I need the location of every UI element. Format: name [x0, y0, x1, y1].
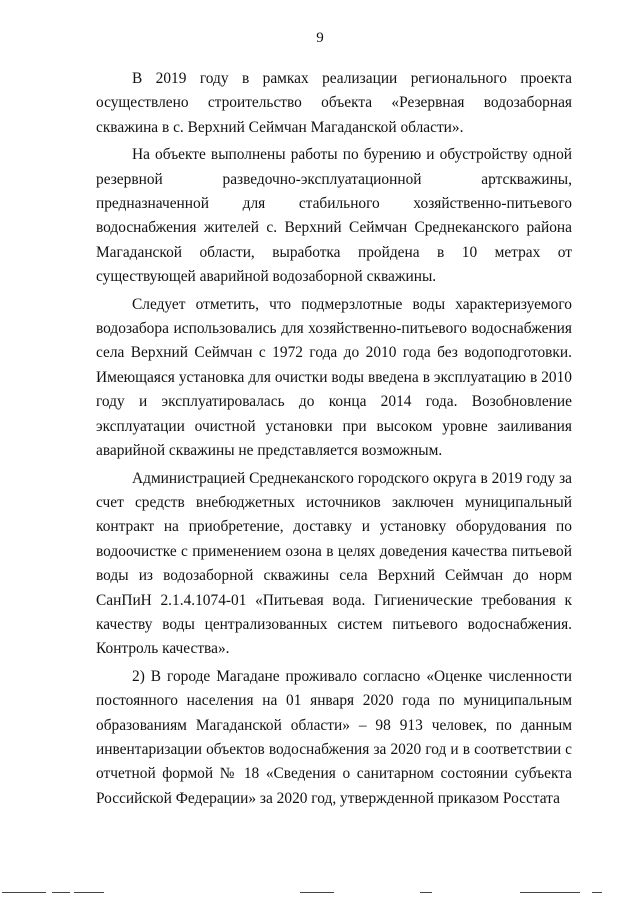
scan-edge-line [0, 892, 640, 898]
paragraph-ozone-treatment: Администрацией Среднеканского городского округа в 2019 году за счет средств внебюджетных источников заключен муниципальный контракт на приобретение, доставку и установку оборудования по водоочистке с применением озона в целях доведения качества питьевой воды из водозаборной скважины села Верхний Сеймчан до норм СанПиН 2.1.4.1074-01 «Питьевая вода. Гигиенические требования к качеству воды централизованных систем питьевого водоснабжения. Контроль качества». [96, 469, 572, 658]
paragraph-subpermafrost-waters: Следует отметить, что подмерзлотные воды характеризуемого водозабора использовались для хозяйственно-питьевого водоснабжения села Верхний Сеймчан с 1972 года до 2010 года без водоподготовки. Имеющаяся установка для очистки воды введена в эксплуатацию в 2010 году и эксплуатировалась до конца 2014 года. Возобновление эксплуатации очистной установки при высоком уровне заиливания аварийной скважины не представляется возможным. [96, 295, 572, 460]
paragraph-regional-project: В 2019 году в рамках реализации регионального проекта осуществлено строительство объекта «Резервная водозаборная скважина в с. Верхний Сеймчан Магаданской области». [96, 70, 572, 136]
paragraph-magadan-population: 2) В городе Магадане проживало согласно «Оценке численности постоянного населения на 01 января 2020 года по муниципальным образованиям Магаданской области» – 98 913 человек, по данным инвентаризации объектов водоснабжения за 2020 год и в соответствии с отчетной формой № 18 «Сведения о санитарном состоянии субъекта Российской Федерации» за 2020 год, утвержденной приказом Росстата [96, 667, 572, 807]
page-number: 9 [316, 30, 324, 46]
document-body [96, 67, 572, 811]
paragraph-drilling-works: На объекте выполнены работы по бурению и обустройству одной резервной разведочно-эксплуатационной артскважины, предназначенной для стабильного хозяйственно-питьевого водоснабжения жителей с. Верхний Сеймчан Среднеканского района Магаданской области, выработка пройдена в 10 метрах от существующей аварийной водозаборной скважины. [96, 146, 572, 286]
